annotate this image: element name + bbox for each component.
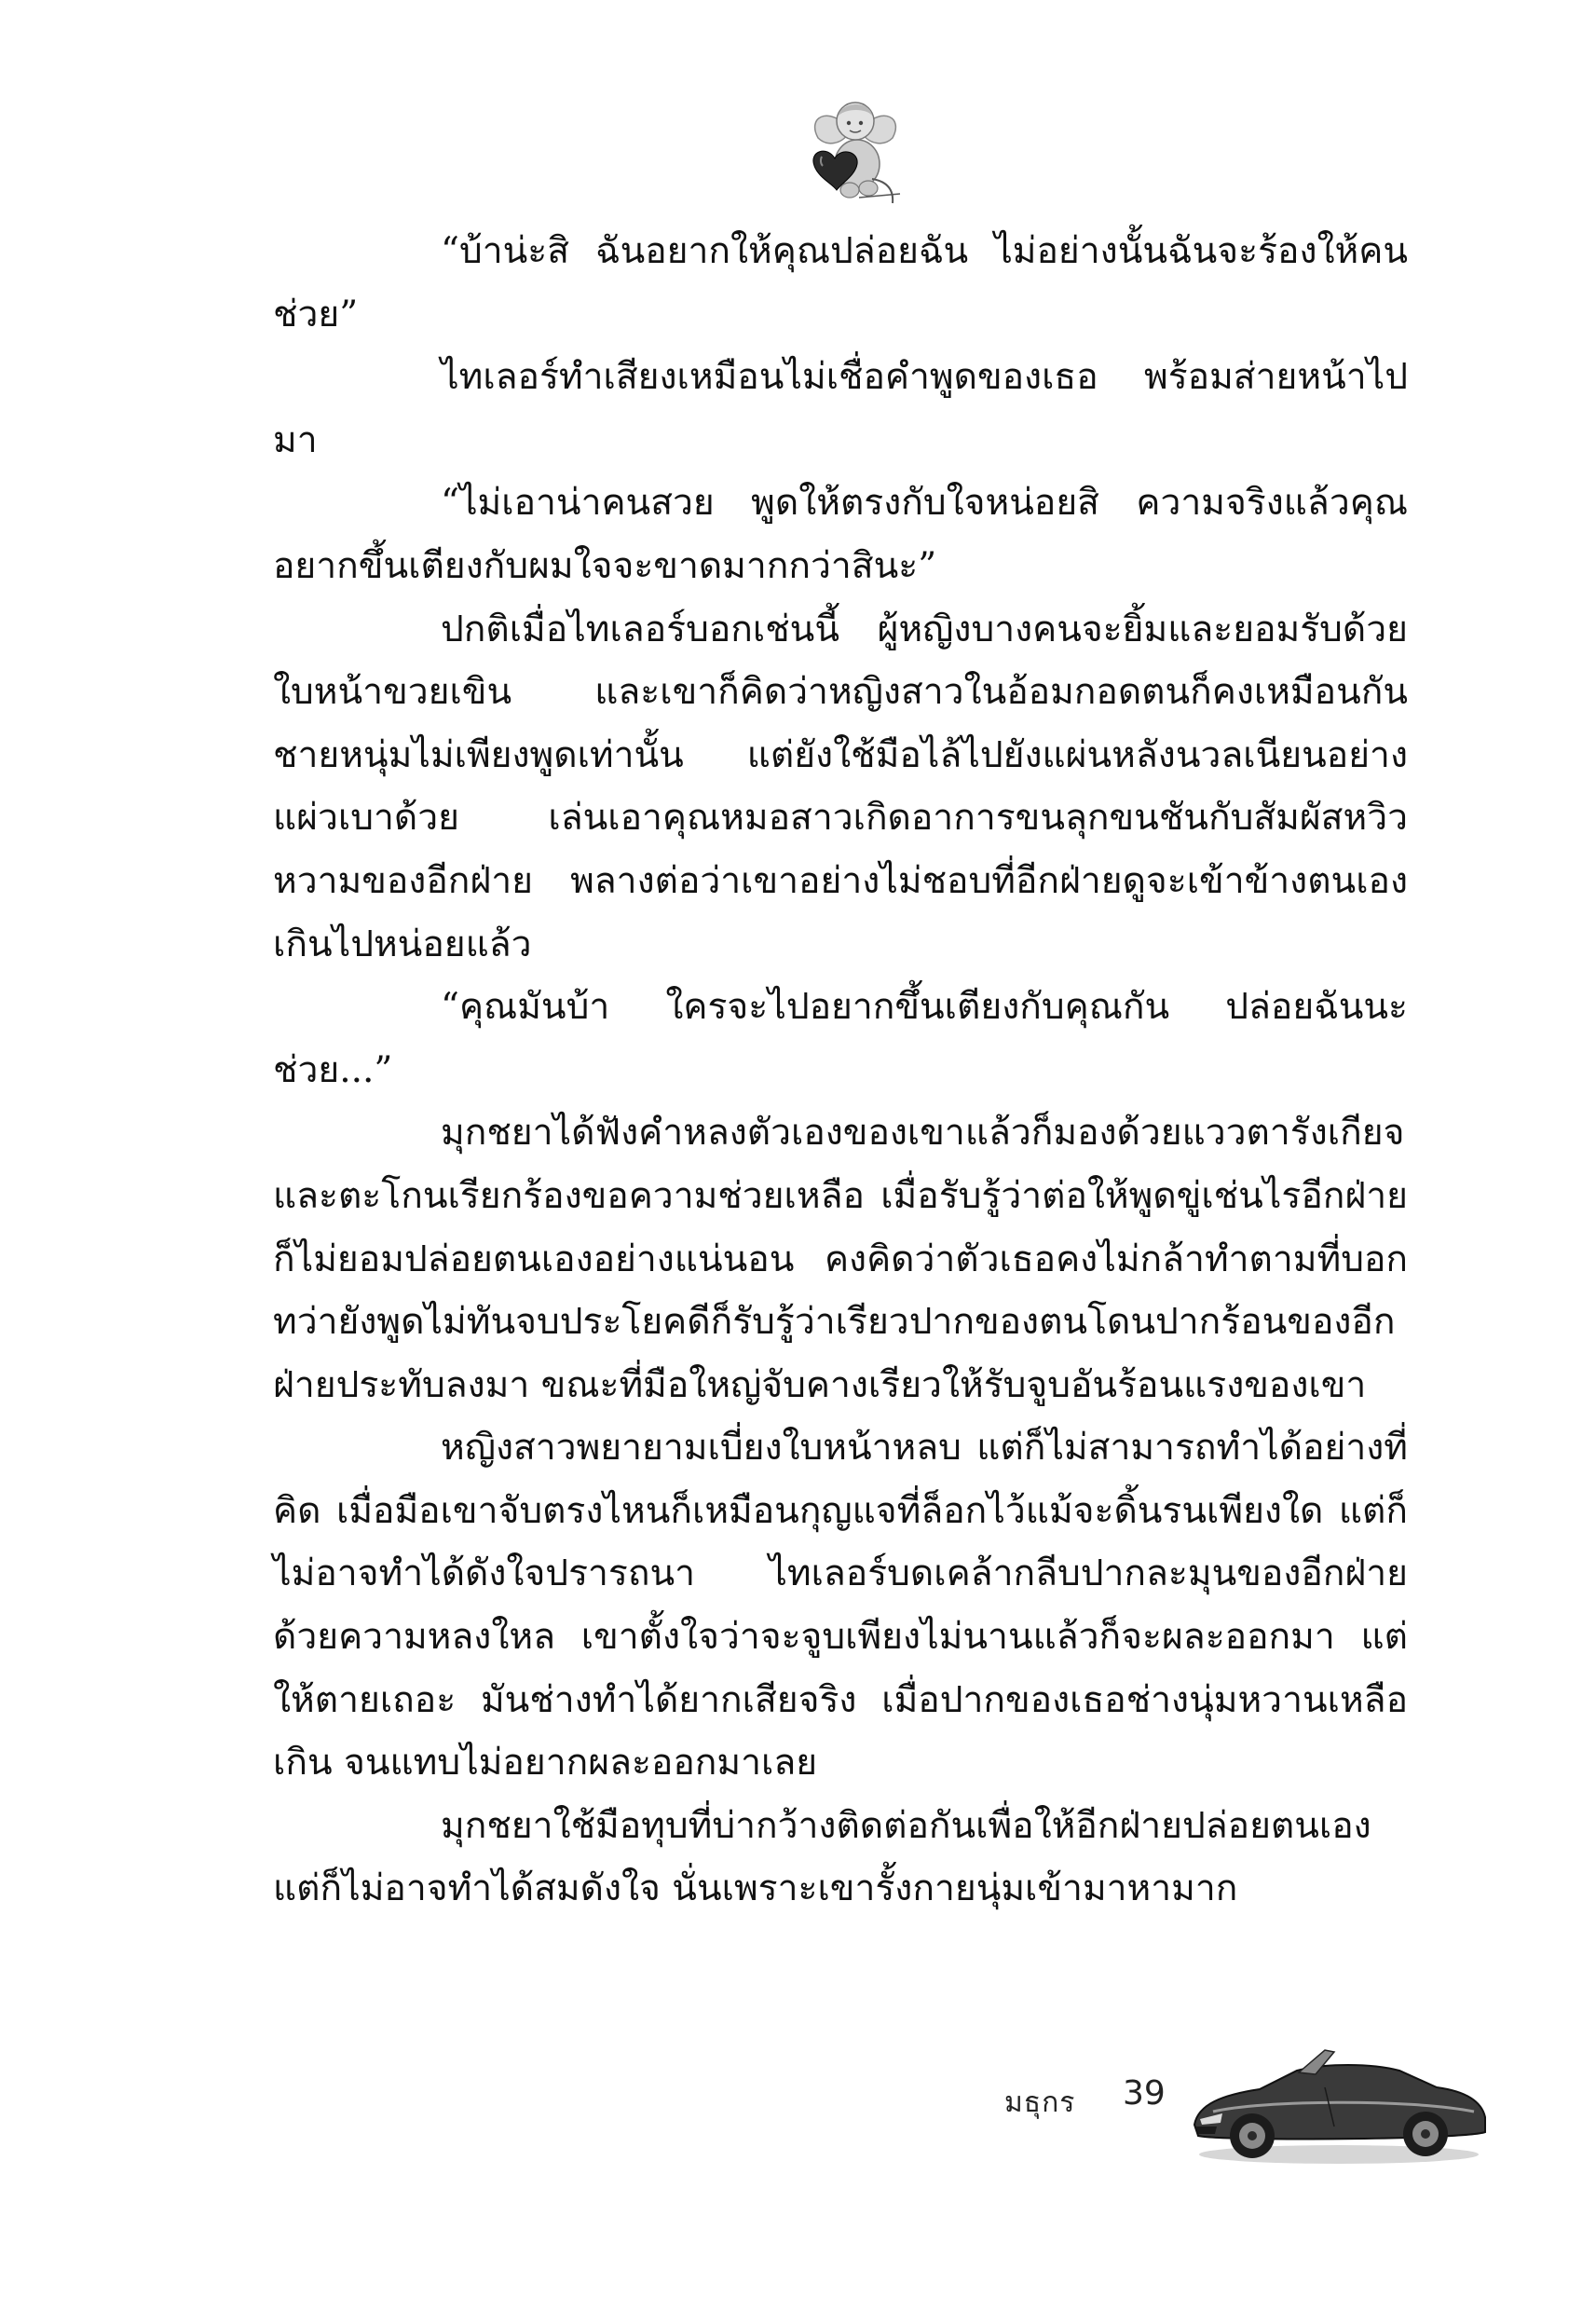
paragraph: “บ้าน่ะสิ ฉันอยากให้คุณปล่อยฉัน ไม่อย่างนั้นฉันจะร้องให้คนช่วย”	[273, 230, 1408, 335]
paragraph: หญิงสาวพยายามเบี่ยงใบหน้าหลบ แต่ก็ไม่สามารถทำได้อย่างที่คิด เมื่อมือเขาจับตรงไหนก็เหมือนกุญแจที่ล็อกไว้แม้จะดิ้นรนเพียงใด แต่ก็ไม่อาจทำได้ดังใจปรารถนา ไทเลอร์บดเคล้ากลีบปากละมุนของอีกฝ่ายด้วยความหลงใหล เขาตั้งใจว่าจะจูบเพียงไม่นานแล้วก็จะผละออกมา แต่ให้ตายเถอะ มันช่างทำได้ยากเสียจริง เมื่อปากของเธอช่างนุ่มหวานเหลือเกิน จนแทบไม่อยากผละออกมาเลย	[273, 1427, 1408, 1785]
paragraph: ไทเลอร์ทำเสียงเหมือนไม่เชื่อคำพูดของเธอ พร้อมส่ายหน้าไปมา	[273, 356, 1408, 461]
body-text	[273, 220, 1408, 2065]
paragraph: “ไม่เอาน่าคนสวย พูดให้ตรงกับใจหน่อยสิ ความจริงแล้วคุณอยากขึ้นเตียงกับผมใจจะขาดมากกว่าสินะ”	[273, 482, 1408, 587]
footer-label: มธุกร	[1004, 2086, 1076, 2119]
paragraph: “คุณมันบ้า ใครจะไปอยากขึ้นเตียงกับคุณกัน ปล่อยฉันนะช่วย...”	[273, 986, 1408, 1091]
cupid-holding-heart-icon	[790, 89, 911, 211]
paragraph: ปกติเมื่อไทเลอร์บอกเช่นนี้ ผู้หญิงบางคนจะยิ้มและยอมรับด้วยใบหน้าขวยเขิน และเขาก็คิดว่าหญิงสาวในอ้อมกอดตนก็คงเหมือนกัน ชายหนุ่มไม่เพียงพูดเท่านั้น แต่ยังใช้มือไล้ไปยังแผ่นหลังนวลเนียนอย่างแผ่วเบาด้วย เล่นเอาคุณหมอสาวเกิดอาการขนลุกขนชันกับสัมผัสหวิวหวามของอีกฝ่าย พลางต่อว่าเขาอย่างไม่ชอบที่อีกฝ่ายดูจะเข้าข้างตนเองเกินไปหน่อยแล้ว	[273, 608, 1408, 965]
page-number: 39	[1123, 2074, 1166, 2113]
paragraph: มุกชยาได้ฟังคำหลงตัวเองของเขาแล้วก็มองด้วยแววตารังเกียจและตะโกนเรียกร้องขอความช่วยเหลือ เมื่อรับรู้ว่าต่อให้พูดขู่เช่นไรอีกฝ่ายก็ไม่ยอมปล่อยตนเองอย่างแน่นอน คงคิดว่าตัวเธอคงไม่กล้าทำตามที่บอก ทว่ายังพูดไม่ทันจบประโยคดีก็รับรู้ว่าเรียวปากของตนโดนปากร้อนของอีกฝ่ายประทับลงมา ขณะที่มือใหญ่จับคางเรียวให้รับจูบอันร้อนแรงของเขา	[273, 1112, 1408, 1406]
convertible-car-icon	[1185, 2022, 1493, 2171]
paragraph: มุกชยาใช้มือทุบที่บ่ากว้างติดต่อกันเพื่อให้อีกฝ่ายปล่อยตนเอง แต่ก็ไม่อาจทำได้สมดังใจ นั่นเพราะเขารั้งกายนุ่มเข้ามาหามาก	[273, 1804, 1371, 1910]
